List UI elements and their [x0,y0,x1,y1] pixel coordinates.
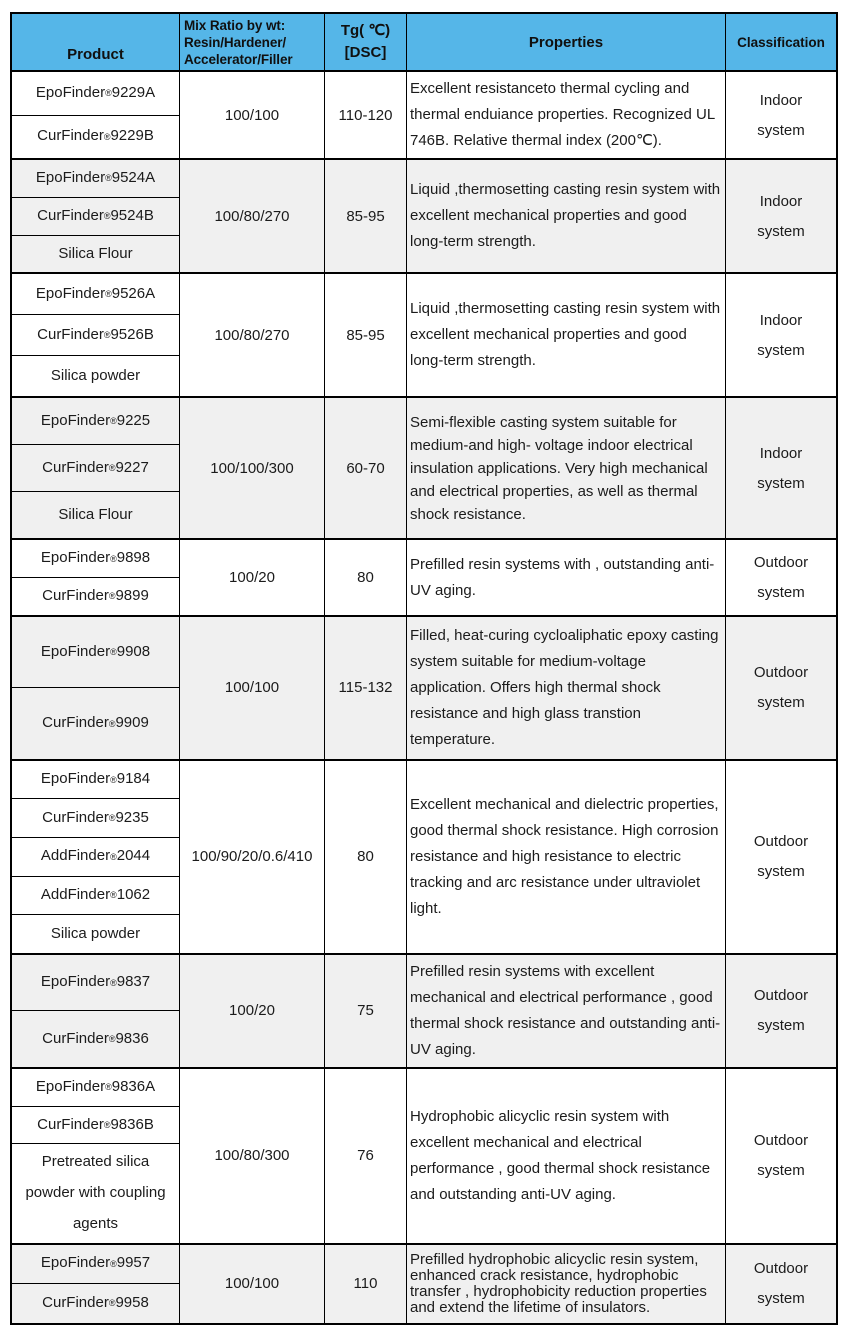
classification-line: system [757,1162,805,1180]
product-name: CurFinder ® 9909 [12,687,179,759]
tg-cell: 80 [324,761,406,953]
properties-cell [406,955,725,1067]
table-row [12,158,836,272]
classification-line: system [757,341,805,359]
classification-cell [725,1069,836,1243]
properties-text: Prefilled hydrophobic alicyclic resin system, enhanced crack resistance, hydrophobic transfer , hydrophobicity reduction properties and extend the lifetime of insulators. [410,1250,707,1316]
col-header-mix-ratio-line: Mix Ratio by wt: [184,17,286,33]
col-header-properties [406,14,725,70]
classification-cell [725,1245,836,1323]
mix-ratio-cell: 100/100 [179,617,324,759]
table-row [12,953,836,1067]
properties-cell [406,274,725,396]
product-name: EpoFinder ® 9908 [40,642,151,660]
classification-line: Outdoor [753,833,809,851]
table-row [12,759,836,953]
col-header-properties-label: Properties [528,33,604,51]
tg-cell: 115-132 [324,617,406,759]
table-row [12,70,836,158]
product-name: EpoFinder ® 9837 [40,973,151,991]
product-cell-stack [12,617,179,759]
classification-line: Outdoor [753,664,809,682]
col-header-classification [725,14,836,70]
classification-cell [725,274,836,396]
classification-line: Indoor [759,192,803,210]
properties-cell [406,1069,725,1243]
table-row [12,1243,836,1323]
classification-line: system [757,863,805,881]
col-header-tg [324,14,406,70]
mix-ratio-cell: 100/100/300 [179,398,324,538]
properties-cell [406,540,725,615]
product-name: Silica Flour [12,235,179,273]
product-cell-stack [12,274,179,396]
product-name: EpoFinder ® 9836A [35,1077,156,1095]
col-header-product [12,14,179,70]
properties-cell [406,617,725,759]
classification-line: system [757,474,805,492]
mix-ratio-cell: 100/100 [179,1245,324,1323]
product-name: CurFinder ® 9836 [12,1010,179,1067]
product-name: CurFinder ® 9235 [12,798,179,837]
properties-text: Semi-flexible casting system suitable for medium-and high- voltage indoor electrical insulation applications. Very high mechanical and electrical properties, as well as thermal shock resistance. [410,413,708,523]
classification-line: Indoor [759,91,803,109]
classification-cell [725,955,836,1067]
table-row [12,1067,836,1243]
properties-text: Hydrophobic alicyclic resin system with excellent mechanical and electrical performance , good thermal shock resistance and outstanding anti-UV aging. [410,1107,711,1203]
product-name: Pretreated silica powder with coupling agents [12,1143,179,1242]
col-header-product-label: Product [67,46,124,63]
table-header-row [12,14,836,70]
classification-line: Outdoor [753,1260,809,1277]
tg-cell: 110-120 [324,72,406,158]
col-header-mix-ratio-line: Resin/Hardener/ [184,34,287,50]
classification-line: system [757,584,805,601]
product-name: CurFinder ® 9526B [12,314,179,355]
tg-cell: 110 [324,1245,406,1323]
properties-cell [406,72,725,158]
classification-line: system [757,1017,805,1035]
product-name: EpoFinder ® 9229A [35,83,156,101]
product-cell-stack [12,398,179,538]
product-name: Silica powder [12,355,179,396]
table-row [12,538,836,615]
tg-cell: 76 [324,1069,406,1243]
col-header-mix-ratio [179,14,324,70]
mix-ratio-cell: 100/80/300 [179,1069,324,1243]
product-cell-stack [12,72,179,158]
product-name: CurFinder ® 9899 [12,577,179,615]
classification-line: Outdoor [753,1132,809,1150]
product-name: EpoFinder ® 9225 [40,411,151,429]
classification-cell [725,617,836,759]
properties-text: Filled, heat-curing cycloaliphatic epoxy casting system suitable for medium-voltage application. Offers high thermal shock resistance and high glass transtion temperature. [410,626,719,748]
mix-ratio-cell: 100/80/270 [179,160,324,272]
product-cell-stack [12,1245,179,1323]
product-name: Silica Flour [12,491,179,538]
col-header-mix-ratio-line: Accelerator/Filler [184,51,293,67]
properties-text: Liquid ,thermosetting casting resin system with excellent mechanical properties and good long-term strength. [410,181,721,251]
classification-line: system [757,222,805,240]
tg-cell: 85-95 [324,160,406,272]
properties-text: Prefilled resin systems with , outstanding anti-UV aging. [410,555,715,599]
product-name: EpoFinder ® 9898 [40,549,151,567]
col-header-tg-line: [DSC] [344,44,387,61]
classification-line: Indoor [759,311,803,329]
table-row [12,396,836,538]
product-cell-stack [12,160,179,272]
product-name: EpoFinder ® 9184 [40,770,151,788]
table-row [12,615,836,759]
properties-cell [406,398,725,538]
product-name: CurFinder ® 9524B [12,197,179,235]
classification-line: Outdoor [753,554,809,571]
product-name: AddFinder ® 2044 [12,837,179,876]
classification-cell [725,398,836,538]
product-cell-stack [12,540,179,615]
properties-text: Liquid ,thermosetting casting resin system with excellent mechanical properties and good long-term strength. [410,300,721,370]
col-header-classification-label: Classification [737,34,825,50]
properties-text: Excellent resistanceto thermal cycling and thermal enduiance properties. Recognized UL 746B. Relative thermal index (200℃). [410,80,715,149]
tg-cell: 85-95 [324,274,406,396]
classification-cell [725,72,836,158]
product-name: CurFinder ® 9958 [12,1283,179,1323]
mix-ratio-cell: 100/20 [179,955,324,1067]
mix-ratio-cell: 100/90/20/0.6/410 [179,761,324,953]
classification-line: Outdoor [753,987,809,1005]
table-row [12,272,836,396]
product-cell-stack [12,1069,179,1243]
classification-cell [725,160,836,272]
classification-line: system [757,1290,805,1307]
table-body [12,70,836,1323]
mix-ratio-cell: 100/80/270 [179,274,324,396]
classification-cell [725,540,836,615]
product-name: EpoFinder ® 9524A [35,169,156,186]
product-cell-stack [12,761,179,953]
properties-text: Excellent mechanical and dielectric properties, good thermal shock resistance. High corrosion resistance and high resistance to electric tracking and arc resistance under ultraviolet light. [410,795,719,917]
classification-line: Indoor [759,444,803,462]
classification-cell [725,761,836,953]
product-spec-table [10,12,838,1325]
product-name: CurFinder ® 9227 [12,444,179,491]
product-name: CurFinder ® 9229B [12,115,179,159]
col-header-tg-line: Tg( ℃) [340,22,391,39]
classification-line: system [757,694,805,712]
tg-cell: 80 [324,540,406,615]
properties-cell [406,761,725,953]
product-name: EpoFinder ® 9957 [40,1254,151,1272]
properties-text: Prefilled resin systems with excellent mechanical and electrical performance , good thermal shock resistance and outstanding anti-UV aging. [410,962,721,1058]
product-name: Silica powder [12,914,179,953]
mix-ratio-cell: 100/20 [179,540,324,615]
properties-cell [406,160,725,272]
product-name: CurFinder ® 9836B [12,1106,179,1144]
product-cell-stack [12,955,179,1067]
classification-line: system [757,121,805,139]
properties-cell [406,1245,725,1323]
mix-ratio-cell: 100/100 [179,72,324,158]
tg-cell: 60-70 [324,398,406,538]
product-name: EpoFinder ® 9526A [35,284,156,302]
tg-cell: 75 [324,955,406,1067]
product-name: AddFinder ® 1062 [12,876,179,915]
